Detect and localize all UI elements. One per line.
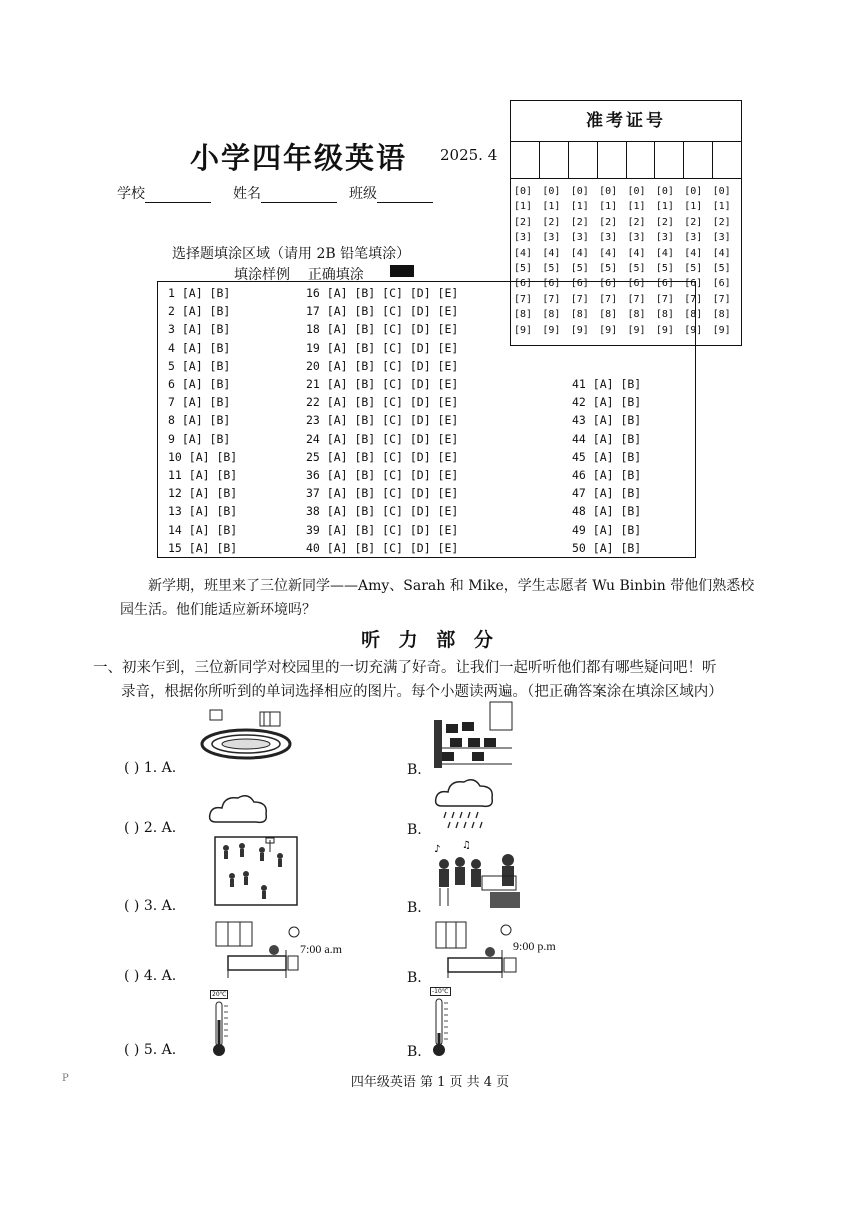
exam-id-digit-option[interactable]: [8]	[542, 309, 561, 321]
rainy-picture	[434, 778, 498, 832]
exam-id-digit-option[interactable]: [1]	[712, 201, 731, 213]
exam-id-digit-option[interactable]: [8]	[684, 309, 703, 321]
answer-row[interactable]: 9 [A] [B]	[168, 431, 231, 446]
exam-id-digit-option[interactable]: [6]	[627, 278, 646, 290]
item-1-b-label: B.	[407, 762, 422, 778]
answer-row[interactable]: 38 [A] [B] [C] [D] [E]	[306, 504, 459, 519]
exam-id-digit-option[interactable]: [9]	[542, 324, 561, 336]
answer-row[interactable]: 25 [A] [B] [C] [D] [E]	[306, 449, 459, 464]
exam-id-digit-option[interactable]: [6]	[599, 278, 618, 290]
exam-id-digit-option[interactable]: [2]	[627, 216, 646, 228]
example-label: 填涂样例	[234, 267, 290, 283]
exam-id-digit-option[interactable]: [0]	[570, 186, 589, 197]
exam-id-digit-option[interactable]: [1]	[684, 201, 703, 213]
exam-id-digit-option[interactable]: [8]	[655, 309, 674, 321]
item-5-b-label: B.	[407, 1044, 422, 1060]
answer-row[interactable]: 10 [A] [B]	[168, 449, 238, 464]
exam-id-digit-option[interactable]: [6]	[684, 278, 703, 290]
exam-id-digit-option[interactable]: [7]	[570, 293, 589, 305]
exam-id-digit-option[interactable]: [5]	[684, 263, 703, 275]
exam-id-digit-option[interactable]: [4]	[684, 247, 703, 259]
exam-id-digit-option[interactable]: [9]	[514, 324, 533, 336]
name-field[interactable]	[233, 183, 337, 203]
exam-id-digit-option[interactable]: [0]	[712, 186, 731, 197]
svg-text:♫: ♫	[462, 840, 471, 851]
answer-row[interactable]: 46 [A] [B]	[572, 468, 642, 482]
exam-id-digit-option[interactable]: [4]	[655, 247, 674, 259]
exam-id-digit-option[interactable]: [8]	[514, 309, 533, 321]
exam-id-digit-option[interactable]: [5]	[570, 263, 589, 275]
exam-id-digit-option[interactable]: [0]	[684, 186, 703, 197]
time-b-label: 9:00 p.m	[513, 939, 556, 953]
exam-id-digit-option[interactable]: [7]	[655, 293, 674, 305]
exam-id-digit-option[interactable]: [3]	[514, 232, 533, 244]
exam-id-digit-option[interactable]: [9]	[684, 324, 703, 336]
exam-id-digit-option[interactable]: [0]	[655, 186, 674, 197]
answer-row[interactable]: 12 [A] [B]	[168, 486, 238, 501]
exam-id-digit-option[interactable]: [1]	[627, 201, 646, 213]
answer-row[interactable]: 39 [A] [B] [C] [D] [E]	[306, 522, 459, 537]
answer-row[interactable]: 44 [A] [B]	[572, 431, 642, 446]
exam-id-digit-option[interactable]: [4]	[712, 247, 731, 259]
temp-b-label: -10℃	[432, 988, 449, 995]
intro-paragraph: 新学期，班里来了三位新同学——Amy、Sarah 和 Mike，学生志愿者 Wu Binbin 带他们熟悉校园生活。他们能适应新环境吗？	[120, 578, 755, 618]
answer-row[interactable]: 47 [A] [B]	[572, 486, 642, 501]
exam-id-digit-option[interactable]: [3]	[599, 232, 618, 244]
answer-row[interactable]: 21 [A] [B] [C] [D] [E]	[306, 377, 459, 391]
exam-id-digit-option[interactable]: [0]	[542, 186, 561, 197]
exam-id-digit-option[interactable]: [4]	[514, 247, 533, 259]
answer-area-instruction: 选择题填涂区域（请用 2B 铅笔填涂）	[172, 246, 411, 262]
exam-id-digit-option[interactable]: [6]	[542, 278, 561, 290]
exam-id-digit-column[interactable]	[713, 184, 741, 338]
exam-id-digit-option[interactable]: [1]	[514, 201, 533, 213]
answer-row[interactable]: 2 [A] [B]	[168, 304, 231, 319]
answer-row[interactable]: 13 [A] [B]	[168, 504, 238, 519]
answer-row[interactable]: 17 [A] [B] [C] [D] [E]	[306, 304, 459, 319]
exam-id-digit-option[interactable]: [1]	[655, 201, 674, 213]
exam-id-digit-option[interactable]: [9]	[712, 324, 731, 336]
exam-id-digit-option[interactable]: [6]	[712, 278, 731, 290]
answer-row[interactable]: 48 [A] [B]	[572, 504, 642, 519]
name-label: 姓名	[233, 186, 261, 202]
section-title: 听 力 部 分	[361, 629, 499, 651]
answer-row[interactable]: 20 [A] [B] [C] [D] [E]	[306, 358, 459, 373]
exam-id-digit-option[interactable]: [9]	[655, 324, 674, 336]
exam-id-digit-option[interactable]: [4]	[599, 247, 618, 259]
exam-id-digit-option[interactable]: [7]	[599, 293, 618, 305]
answer-row[interactable]: 11 [A] [B]	[168, 468, 238, 482]
answer-row[interactable]: 24 [A] [B] [C] [D] [E]	[306, 431, 459, 446]
exam-id-digit-option[interactable]: [0]	[514, 186, 533, 197]
svg-text:♪: ♪	[434, 844, 441, 855]
exam-id-digit-option[interactable]: [3]	[627, 232, 646, 244]
item-1-label[interactable]: ( ) 1. A.	[124, 760, 177, 776]
exam-id-write-cells[interactable]	[511, 142, 741, 179]
exam-id-digit-option[interactable]: [5]	[712, 263, 731, 275]
exam-id-digit-option[interactable]: [3]	[542, 232, 561, 244]
class-label: 班级	[349, 186, 377, 202]
exam-date: 2025. 4	[440, 146, 498, 164]
answer-row[interactable]: 1 [A] [B]	[168, 286, 231, 300]
exam-id-digit-option[interactable]: [8]	[599, 309, 618, 321]
answer-row[interactable]: 23 [A] [B] [C] [D] [E]	[306, 413, 459, 428]
item-2-b-label: B.	[407, 822, 422, 838]
school-field[interactable]	[117, 183, 211, 203]
answer-row[interactable]: 22 [A] [B] [C] [D] [E]	[306, 395, 459, 410]
exam-id-digit-option[interactable]: [3]	[655, 232, 674, 244]
answer-row[interactable]: 42 [A] [B]	[572, 395, 642, 410]
item-4-b-label: B.	[407, 970, 422, 986]
exam-id-digit-option[interactable]: [7]	[712, 293, 731, 305]
answer-row[interactable]: 16 [A] [B] [C] [D] [E]	[306, 286, 459, 300]
exam-id-digit-option[interactable]: [1]	[542, 201, 561, 213]
exam-id-digit-option[interactable]: [7]	[542, 293, 561, 305]
exam-id-digit-option[interactable]: [9]	[570, 324, 589, 336]
computer-room-picture	[432, 700, 516, 772]
correct-label: 正确填涂	[307, 267, 364, 283]
item-4-label[interactable]: ( ) 4. A.	[124, 968, 177, 984]
answer-row[interactable]: 41 [A] [B]	[572, 377, 642, 391]
q1-line2: 录音，根据你所听到的单词选择相应的图片。每个小题读两遍。（把正确答案涂在填涂区域内）	[121, 684, 723, 700]
time-a-label: 7:00 a.m	[300, 942, 342, 956]
exam-id-digit-option[interactable]: [2]	[599, 216, 618, 228]
item-5-label[interactable]: ( ) 5. A.	[124, 1042, 177, 1058]
exam-id-digit-option[interactable]: [2]	[712, 216, 731, 228]
pe-class-picture	[214, 836, 298, 906]
answer-row[interactable]: 36 [A] [B] [C] [D] [E]	[306, 468, 459, 482]
answer-row[interactable]: 19 [A] [B] [C] [D] [E]	[306, 340, 459, 355]
exam-id-digit-option[interactable]: [0]	[599, 186, 618, 197]
answer-row[interactable]: 3 [A] [B]	[168, 322, 231, 337]
exam-id-digit-option[interactable]: [0]	[627, 186, 646, 197]
warm-thermometer-picture	[210, 1000, 236, 1060]
answer-row[interactable]: 15 [A] [B]	[168, 540, 238, 555]
exam-id-digit-option[interactable]: [7]	[627, 293, 646, 305]
answer-row[interactable]: 4 [A] [B]	[168, 340, 231, 355]
exam-id-digit-option[interactable]: [2]	[570, 216, 589, 228]
exam-id-digit-option[interactable]: [5]	[655, 263, 674, 275]
exam-id-digit-option[interactable]: [7]	[514, 293, 533, 305]
exam-id-digit-option[interactable]: [5]	[599, 263, 618, 275]
exam-id-digit-option[interactable]: [1]	[570, 201, 589, 213]
exam-id-digit-option[interactable]: [4]	[570, 247, 589, 259]
exam-id-digit-option[interactable]: [4]	[542, 247, 561, 259]
filled-example-mark	[390, 265, 414, 277]
exam-id-digit-option[interactable]: [5]	[542, 263, 561, 275]
exam-id-digit-option[interactable]: [3]	[712, 232, 731, 244]
night-bed-picture	[434, 920, 524, 980]
exam-id-digit-option[interactable]: [2]	[542, 216, 561, 228]
exam-id-digit-option[interactable]: [6]	[570, 278, 589, 290]
answer-sheet-box	[157, 281, 696, 558]
answer-row[interactable]: 49 [A] [B]	[572, 522, 642, 537]
answer-row[interactable]: 45 [A] [B]	[572, 449, 642, 464]
answer-row[interactable]: 8 [A] [B]	[168, 413, 231, 428]
answer-row[interactable]: 37 [A] [B] [C] [D] [E]	[306, 486, 459, 501]
exam-id-digit-option[interactable]: [5]	[514, 263, 533, 275]
answer-row[interactable]: 14 [A] [B]	[168, 522, 238, 537]
exam-id-digit-option[interactable]: [3]	[570, 232, 589, 244]
answer-row[interactable]: 6 [A] [B]	[168, 377, 231, 391]
temp-a-label: 20℃	[212, 991, 227, 998]
exam-id-digit-option[interactable]: [9]	[627, 324, 646, 336]
class-field[interactable]	[349, 183, 433, 203]
exam-id-digit-option[interactable]: [1]	[599, 201, 618, 213]
exam-id-digit-option[interactable]: [2]	[655, 216, 674, 228]
answer-row[interactable]: 5 [A] [B]	[168, 358, 231, 373]
answer-row[interactable]: 43 [A] [B]	[572, 413, 642, 428]
answer-row[interactable]: 50 [A] [B]	[572, 540, 642, 555]
cold-thermometer-picture	[430, 997, 456, 1059]
item-2-label[interactable]: ( ) 2. A.	[124, 820, 177, 836]
item-3-label[interactable]: ( ) 3. A.	[124, 898, 177, 914]
q1-line1: 一、初来乍到，三位新同学对校园里的一切充满了好奇。让我们一起听听他们都有哪些疑问吧！听	[93, 660, 717, 676]
exam-id-digit-option[interactable]: [2]	[514, 216, 533, 228]
exam-id-digit-option[interactable]: [9]	[599, 324, 618, 336]
question-1-instruction	[93, 656, 773, 704]
corner-mark: P	[62, 1073, 69, 1084]
answer-row[interactable]: 18 [A] [B] [C] [D] [E]	[306, 322, 459, 337]
item-3-b-label: B.	[407, 900, 422, 916]
playground-picture	[198, 706, 294, 764]
exam-id-digit-option[interactable]: [6]	[514, 278, 533, 290]
answer-row[interactable]: 40 [A] [B] [C] [D] [E]	[306, 540, 459, 555]
exam-id-digit-option[interactable]: [8]	[570, 309, 589, 321]
exam-id-title: 准考证号	[511, 101, 741, 142]
page-footer: 四年级英语 第 1 页 共 4 页	[350, 1075, 510, 1090]
music-room-picture	[432, 840, 532, 910]
exam-id-digit-option[interactable]: [5]	[627, 263, 646, 275]
exam-id-digit-option[interactable]: [3]	[684, 232, 703, 244]
school-label: 学校	[117, 186, 145, 202]
exam-id-digit-option[interactable]: [6]	[655, 278, 674, 290]
cloudy-picture	[208, 790, 270, 828]
page-title: 小学四年级英语	[190, 141, 408, 175]
exam-id-digit-option[interactable]: [8]	[627, 309, 646, 321]
answer-row[interactable]: 7 [A] [B]	[168, 395, 231, 410]
exam-id-digit-option[interactable]: [7]	[684, 293, 703, 305]
exam-id-digit-option[interactable]: [8]	[712, 309, 731, 321]
exam-id-digit-option[interactable]: [4]	[627, 247, 646, 259]
morning-bed-picture	[214, 920, 304, 980]
exam-id-digit-option[interactable]: [2]	[684, 216, 703, 228]
